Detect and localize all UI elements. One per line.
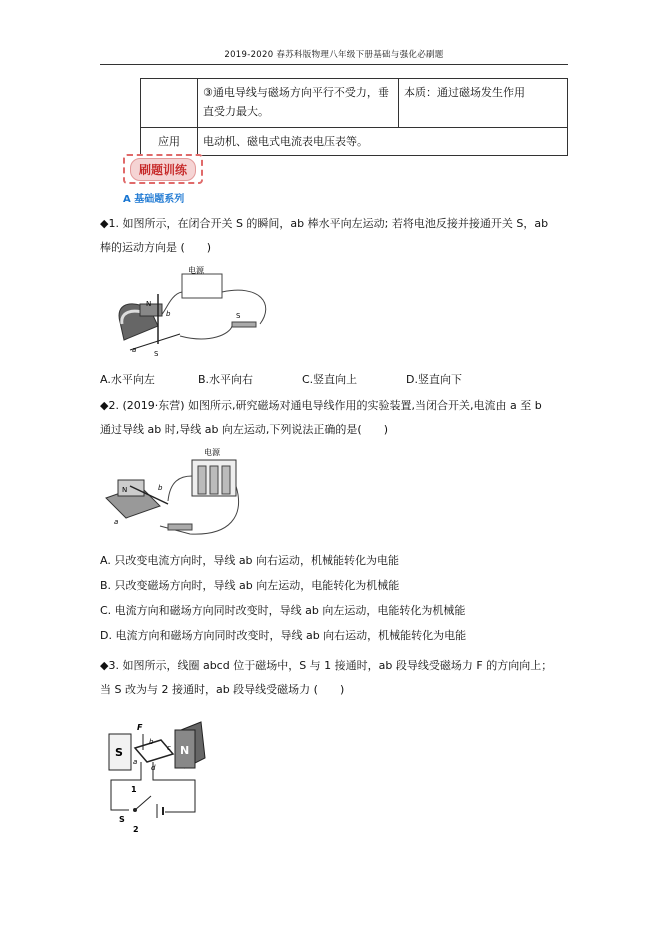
- q3-line1: ◆3. 如图所示，线圈 abcd 位于磁场中，S 与 1 接通时，ab 段导线受磁场力 F 的方向向上；: [100, 659, 553, 672]
- q1-figure: [110, 264, 280, 359]
- table-cell: ③通电导线与磁场方向平行不受力，垂直受力最大。: [198, 79, 399, 128]
- q2-option-c: C. 电流方向和磁场方向同时改变时，导线 ab 向左运动，电能转化为机械能: [100, 604, 466, 617]
- table-cell: 电动机、磁电式电流表电压表等。: [198, 128, 568, 156]
- q3-s-label: S: [115, 746, 123, 759]
- q2-line2: 通过导线 ab 时,导线 ab 向左运动,下列说法正确的是( ): [100, 423, 389, 436]
- q1-line1: ◆1. 如图所示，在闭合开关 S 的瞬间，ab 棒水平向左运动; 若将电池反接并接通开关 S，ab: [100, 217, 549, 230]
- q3-f-label: F: [137, 723, 143, 732]
- q3-b-label: b: [149, 738, 154, 746]
- q3-a-label: a: [133, 758, 138, 766]
- q1-line2: 棒的运动方向是 ( ): [100, 241, 212, 254]
- q3-c-label: c: [167, 744, 171, 752]
- section-title: A 基础题系列: [123, 194, 185, 205]
- q3-figure: [105, 714, 215, 834]
- q2-option-a: A. 只改变电流方向时，导线 ab 向右运动，机械能转化为电能: [100, 554, 400, 567]
- q1-option-a: A.水平向左: [100, 373, 155, 386]
- table-row: [141, 79, 568, 128]
- q3-contact-1: 1: [131, 785, 137, 794]
- table-cell: [141, 79, 198, 128]
- q2-b-label: b: [158, 484, 163, 492]
- q3-contact-2: 2: [133, 825, 139, 834]
- table-cell: 本质：通过磁场发生作用: [399, 79, 568, 128]
- q2-figure: [100, 446, 250, 546]
- table-cell: 应用: [141, 128, 198, 156]
- q1-options: [100, 371, 570, 387]
- q3-n-label: N: [180, 744, 190, 757]
- q2-n-label: N: [122, 486, 128, 494]
- q2-line1: ◆2. (2019·东营) 如图所示,研究磁场对通电导线作用的实验装置,当闭合开关,电流由 a 至 b: [100, 399, 542, 412]
- summary-table: [140, 78, 568, 156]
- q1-power-label: 电源: [188, 266, 204, 275]
- q2-option-d: D. 电流方向和磁场方向同时改变时，导线 ab 向右运动，机械能转化为电能: [100, 629, 467, 642]
- q1-n-label: N: [146, 300, 152, 308]
- q1-option-d: D.竖直向下: [406, 373, 462, 386]
- practice-badge: [123, 154, 203, 184]
- table-row: [141, 128, 568, 156]
- q2-option-b: B. 只改变磁场方向时，导线 ab 向左运动，电能转化为机械能: [100, 579, 400, 592]
- q3-line2: 当 S 改为与 2 接通时，ab 段导线受磁场力 ( ): [100, 683, 345, 696]
- page-header: 2019-2020 春苏科版物理八年级下册基础与强化必刷题: [100, 48, 568, 65]
- q1-a-label: a: [132, 346, 137, 354]
- q1-option-b: B.水平向右: [198, 373, 254, 386]
- q3-switch-label: S: [119, 815, 125, 824]
- q1-s-label: S: [154, 350, 159, 358]
- q3-d-label: d: [151, 764, 156, 772]
- badge-label: 刷题训练: [130, 158, 196, 181]
- q2-a-label: a: [114, 518, 119, 526]
- q1-switch-label: S: [236, 312, 241, 320]
- q2-power-label: 电源: [204, 448, 220, 457]
- q1-b-label: b: [166, 310, 171, 318]
- q1-option-c: C.竖直向上: [302, 373, 358, 386]
